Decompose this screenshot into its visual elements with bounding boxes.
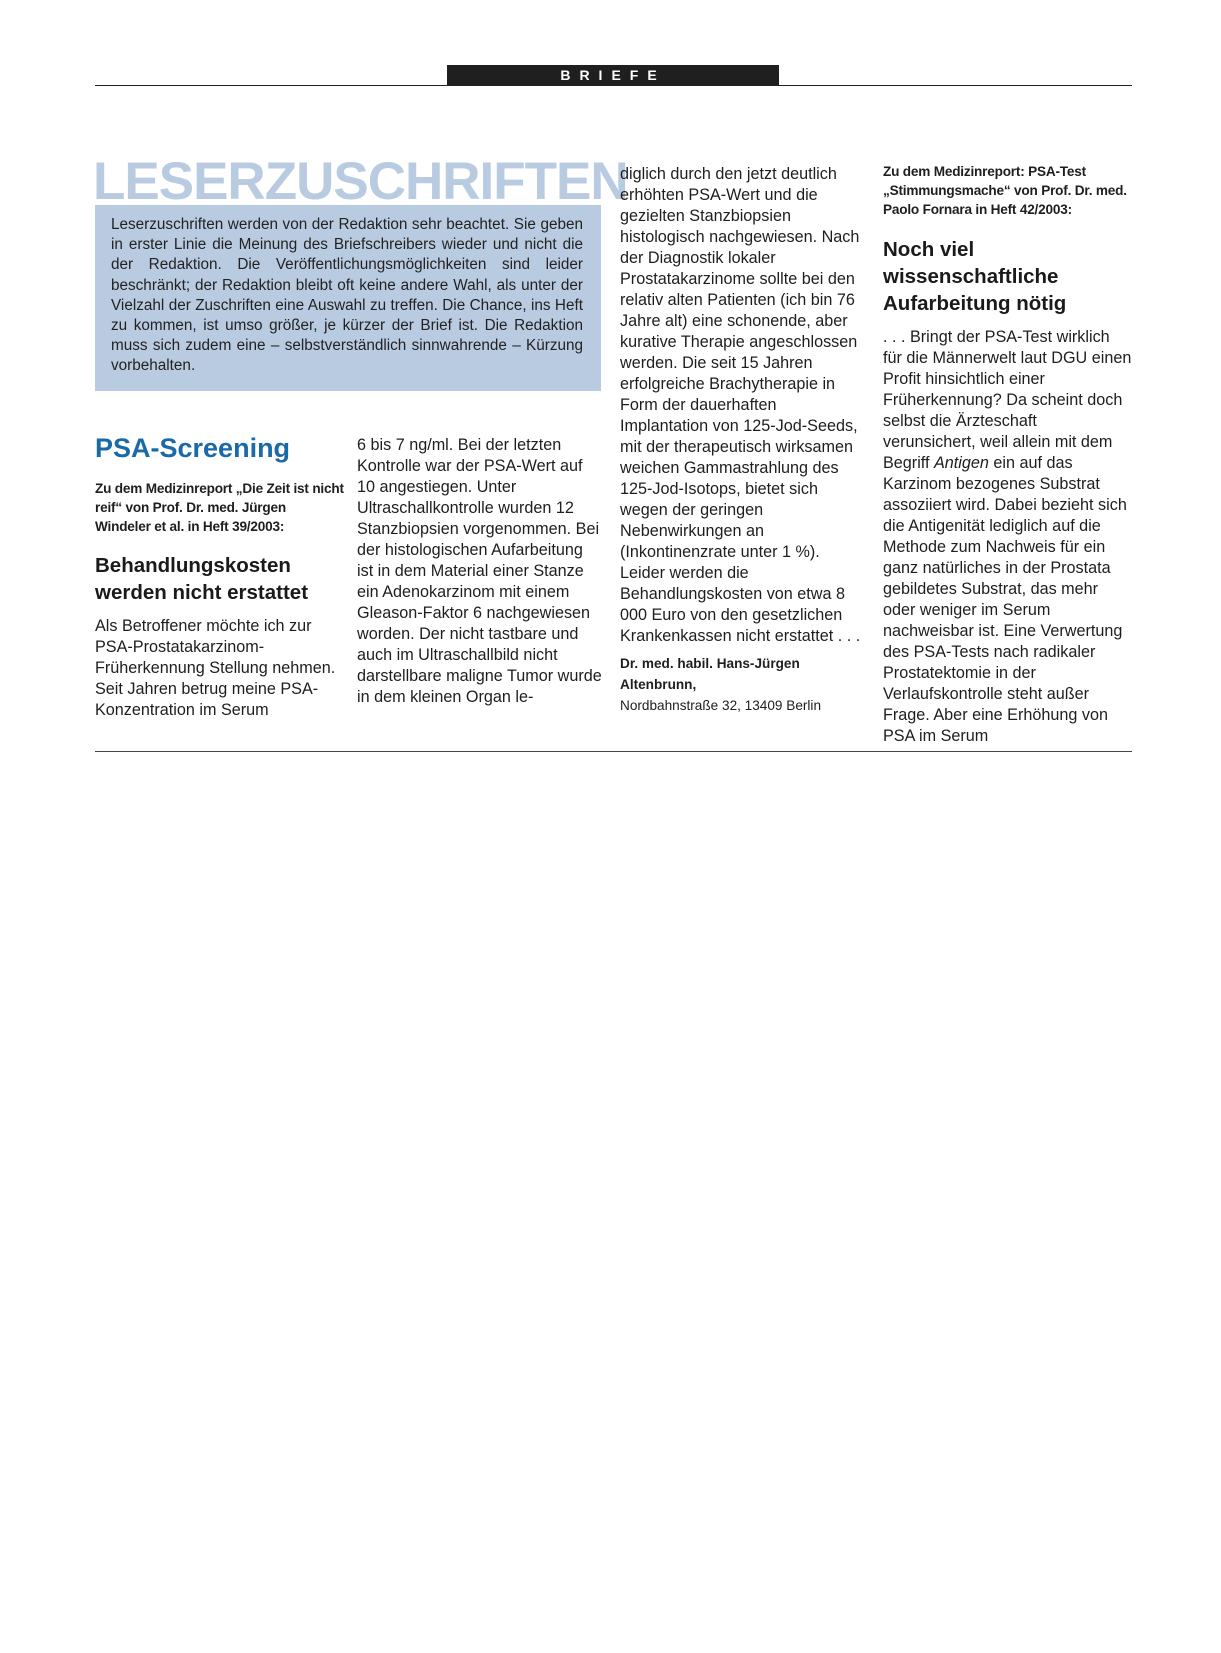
letter2-body-italic: Antigen: [934, 454, 989, 472]
letter1-body-part1: Als Betroffener möchte ich zur PSA-Prostatakarzinom-Früherkennung Stellung nehmen. Seit Jahren betrug meine PSA-Konzentration im Serum: [95, 617, 336, 719]
letter1-author: Dr. med. habil. Hans-Jürgen Altenbrunn,: [620, 656, 800, 692]
letter2-body-start: . . . Bringt der PSA-Test wirklich für die Männerwelt laut DGU einen Profit hinsichtlich einer Früherkennung? Da scheint doch selbst die Ärzteschaft verunsichert, weil allein mit dem Begriff: [883, 328, 1132, 472]
letter1-address: Nordbahnstraße 32, 13409 Berlin: [620, 698, 822, 713]
column-1: [95, 431, 345, 721]
intro-title: LESERZUSCHRIFTEN: [93, 152, 628, 211]
letter2-body-end: ein auf das Karzinom bezogenes Substrat assoziiert wird. Dabei bezieht sich die Antigenität lediglich auf die Methode zum Nachweis für ein ganz natürliches in der Prostata gebildetes Substrat, das mehr oder weniger im Serum nachweisbar ist. Eine Verwertung des PSA-Tests nach radikaler Prostatektomie in der Verlaufskontrolle steht außer Frage. Aber eine Erhöhung von PSA im Serum: [883, 454, 1127, 745]
footer-rule: [95, 751, 1132, 752]
column-2: [357, 435, 602, 708]
section-label: BRIEFE: [447, 65, 779, 86]
letter1-reference: Zu dem Medizinreport „Die Zeit ist nicht reif“ von Prof. Dr. med. Jürgen Windeler et al. in Heft 39/2003:: [95, 481, 344, 534]
intro-text: Leserzuschriften werden von der Redaktion sehr beachtet. Sie geben in erster Linie die Meinung des Briefschreibers wieder und nicht die der Redaktion. Die Veröffentlichungsmöglichkeiten sind leider beschränkt; der Redaktion bleibt oft keine andere Wahl, als unter der Vielzahl der Zuschriften eine Auswahl zu treffen. Die Chance, ins Heft zu kommen, ist umso größer, je kürzer der Brief ist. Die Redaktion muss sich zudem eine – selbstverständlich sinnwahrende – Kürzung vorbehalten.: [111, 216, 583, 375]
rubric-title: PSA-Screening: [95, 433, 291, 463]
letter1-headline: Behandlungskosten werden nicht erstattet: [95, 554, 309, 604]
column-3: [620, 164, 865, 716]
letter2-headline: Noch viel wissenschaftliche Aufarbeitung nötig: [883, 238, 1067, 315]
letter1-body-part2: 6 bis 7 ng/ml. Bei der letzten Kontrolle war der PSA-Wert auf 10 angestiegen. Unter Ultraschallkontrolle wurden 12 Stanzbiopsien vorgenommen. Bei der histologischen Aufarbeitung ist in dem Material einer Stanze ein Adenokarzinom mit einem Gleason-Faktor 6 nachgewiesen worden. Der nicht tastbare und auch im Ultraschallbild nicht darstellbare maligne Tumor wurde in dem kleinen Organ le-: [357, 436, 602, 706]
letter2-body: [883, 327, 1133, 747]
header-rule: [95, 85, 1132, 86]
letter2-reference: Zu dem Medizinreport: PSA-Test „Stimmungsmache“ von Prof. Dr. med. Paolo Fornara in Heft 42/2003:: [883, 164, 1127, 217]
letter1-body-part3: diglich durch den jetzt deutlich erhöhten PSA-Wert und die gezielten Stanzbiopsien histologisch nachgewiesen. Nach der Diagnostik lokaler Prostatakarzinome sollte bei den relativ alten Patienten (ich bin 76 Jahre alt) eine schonende, aber kurative Therapie angeschlossen werden. Die seit 15 Jahren erfolgreiche Brachytherapie in Form der dauerhaften Implantation von 125-Jod-Seeds, mit der therapeutisch wirksamen weichen Gammastrahlung des 125-Jod-Isotops, bietet sich wegen der geringen Nebenwirkungen an (Inkontinenzrate unter 1 %). Leider werden die Behandlungskosten von etwa 8 000 Euro von den gesetzlichen Krankenkassen nicht erstattet . . .: [620, 165, 861, 645]
column-4: [883, 162, 1133, 747]
